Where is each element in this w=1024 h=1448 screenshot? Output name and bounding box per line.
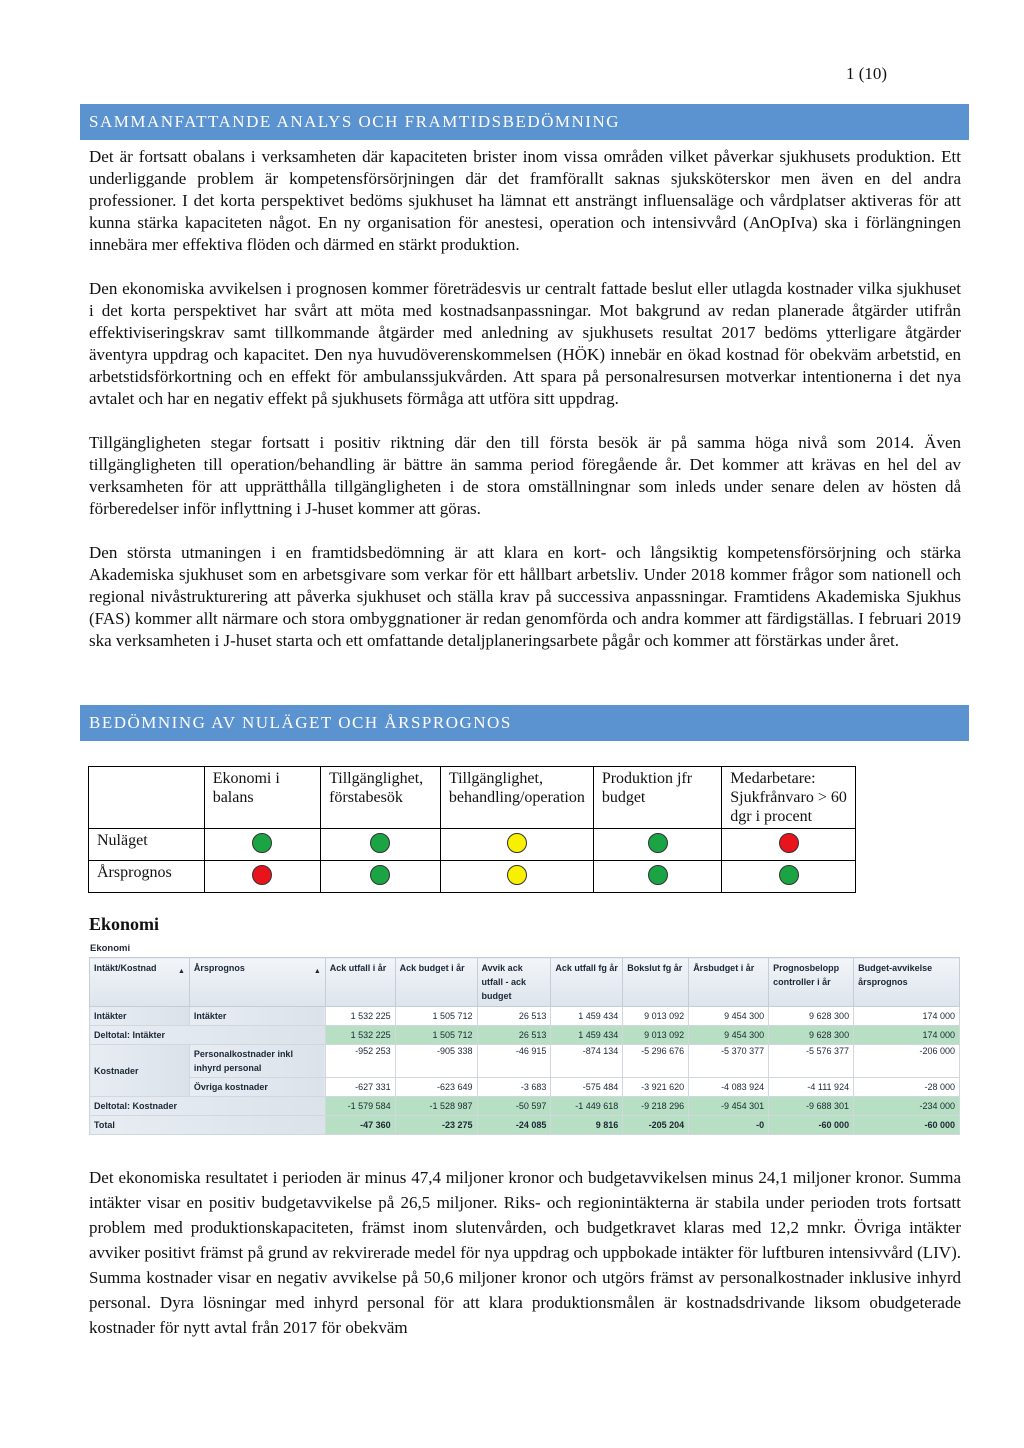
row-group-label: Total xyxy=(90,1116,326,1135)
column-header: Budget-avvikelse årsprognos xyxy=(854,958,960,1007)
status-column-header: Produktion jfr budget xyxy=(593,767,721,829)
cell: -874 134 xyxy=(551,1045,623,1078)
cell: -206 000 xyxy=(854,1045,960,1078)
status-column-header: Tillgänglighet, förstabesök xyxy=(321,767,441,829)
cell: -1 528 987 xyxy=(395,1097,477,1116)
cell: -5 370 377 xyxy=(689,1045,769,1078)
cell: 9 628 300 xyxy=(769,1007,854,1026)
cell: -627 331 xyxy=(325,1078,395,1097)
cell: -1 449 618 xyxy=(551,1097,623,1116)
status-row-nulaget xyxy=(89,829,856,861)
status-indicator-icon xyxy=(648,833,668,853)
row-group-label: Deltotal: Intäkter xyxy=(90,1026,326,1045)
cell: -3 921 620 xyxy=(623,1078,689,1097)
cell: -0 xyxy=(689,1116,769,1135)
cell: -9 218 296 xyxy=(623,1097,689,1116)
row-group-label: Kostnader xyxy=(90,1045,190,1097)
cell: 1 459 434 xyxy=(551,1007,623,1026)
status-indicator-icon xyxy=(779,865,799,885)
cell: -50 597 xyxy=(477,1097,551,1116)
status-indicator-icon xyxy=(370,833,390,853)
finance-table xyxy=(89,957,960,1135)
status-indicator-icon xyxy=(370,865,390,885)
table-row xyxy=(90,1045,960,1078)
cell: 9 454 300 xyxy=(689,1007,769,1026)
paragraph: Tillgängligheten stegar fortsatt i positiv riktning där den till första besök är på samma höga nivå som 2014. Även tillgängligheten till operation/behandling är bättre än samma period föregående år. Det kommer att krävas en hel del av verksamheten för att upprätthålla tillgängligheten i de stora omställningnar som inleds under senare delen av hösten då förberedelser inför inflyttning i J-huset kommer att göras. xyxy=(89,433,961,518)
cell: 1 532 225 xyxy=(325,1026,395,1045)
cell: -9 688 301 xyxy=(769,1097,854,1116)
table-row xyxy=(90,1078,960,1097)
status-corner xyxy=(89,767,205,829)
status-column-header: Medarbetare: Sjukfrånvaro > 60 dgr i procent xyxy=(722,767,856,829)
table-row xyxy=(90,1007,960,1026)
cell: 174 000 xyxy=(854,1026,960,1045)
status-indicator-icon xyxy=(252,833,272,853)
cell: 1 459 434 xyxy=(551,1026,623,1045)
finance-header-row xyxy=(90,958,960,1007)
cell: -4 111 924 xyxy=(769,1078,854,1097)
status-indicator-icon xyxy=(507,865,527,885)
cell: -5 576 377 xyxy=(769,1045,854,1078)
cell: -24 085 xyxy=(477,1116,551,1135)
cell: 1 505 712 xyxy=(395,1007,477,1026)
cell: 9 013 092 xyxy=(623,1007,689,1026)
cell: -234 000 xyxy=(854,1097,960,1116)
analysis-text xyxy=(89,146,961,652)
cell: 1 532 225 xyxy=(325,1007,395,1026)
section-title-analysis: SAMMANFATTANDE ANALYS OCH FRAMTIDSBEDÖMNING xyxy=(80,104,969,140)
cell: 174 000 xyxy=(854,1007,960,1026)
cell: -3 683 xyxy=(477,1078,551,1097)
status-row-label: Årsprognos xyxy=(89,861,205,893)
status-table xyxy=(88,766,856,893)
cell: -952 253 xyxy=(325,1045,395,1078)
section-title-assessment: BEDÖMNING AV NULÄGET OCH ÅRSPROGNOS xyxy=(80,705,969,741)
row-group-label: Intäkter xyxy=(90,1007,190,1026)
paragraph: Det är fortsatt obalans i verksamheten där kapaciteten brister inom vissa områden vilket påverkar sjukhusets produktion. Ett underliggande problem är kompetensförsörjningen där det framförallt saknas sjuksköterskor men även en del andra professioner. I det korta perspektivet bedöms sjukhuset ha lämnat ett ansträngt influensaläge och vårdplatser aktiveras för att kunna stärka kapaciteten något. En ny organisation för anestesi, operation och intensivvård (AnOpIva) ska i förlängningen innebära mer effektiva flöden och därmed en stärkt produktion. xyxy=(89,147,961,254)
cell: -9 454 301 xyxy=(689,1097,769,1116)
cell: 26 513 xyxy=(477,1026,551,1045)
row-sub-label: Övriga kostnader xyxy=(189,1078,325,1097)
finance-table-caption: Ekonomi xyxy=(90,943,131,954)
column-header: Ack budget i år xyxy=(395,958,477,1007)
closing-text xyxy=(89,1165,961,1340)
status-row-arsprognos xyxy=(89,861,856,893)
column-header: Bokslut fg år xyxy=(623,958,689,1007)
cell: -205 204 xyxy=(623,1116,689,1135)
paragraph: Den största utmaningen i en framtidsbedömning är att klara en kort- och långsiktig kompetensförsörjning och stärka Akademiska sjukhuset som en arbetsgivare som verkar för ett hållbart arbetsliv. Under 2018 kommer frågor som nationell och regional nivåstrukturering att påverka sjukhuset och ställa krav på successiva anpassningar. Framtidens Akademiska Sjukhus (FAS) kommer allt närmare och stora ombyggnationer är redan genomförda och andra kommer att färdigställas. I februari 2019 ska verksamheten i J-huset starta och ett omfattande detaljplaneringsarbete pågår och kommer att förstärkas under året. xyxy=(89,543,961,650)
status-column-header: Ekonomi i balans xyxy=(204,767,320,829)
cell: 9 454 300 xyxy=(689,1026,769,1045)
cell: -60 000 xyxy=(854,1116,960,1135)
row-sub-label: Intäkter xyxy=(189,1007,325,1026)
cell: -47 360 xyxy=(325,1116,395,1135)
table-row xyxy=(90,1097,960,1116)
sort-arrow-icon[interactable]: ▲ xyxy=(313,968,321,975)
cell: 9 816 xyxy=(551,1116,623,1135)
column-header: Ack utfall i år xyxy=(325,958,395,1007)
cell: -4 083 924 xyxy=(689,1078,769,1097)
status-indicator-icon xyxy=(252,865,272,885)
column-header-intakt-kostnad[interactable]: Intäkt/Kostnad ▲ xyxy=(90,958,190,1007)
column-header-arsprognos[interactable]: Årsprognos ▲ xyxy=(189,958,325,1007)
cell: -28 000 xyxy=(854,1078,960,1097)
row-sub-label: Personalkostnader inkl inhyrd personal xyxy=(189,1045,325,1078)
column-header: Ack utfall fg år xyxy=(551,958,623,1007)
status-indicator-icon xyxy=(507,833,527,853)
cell: -46 915 xyxy=(477,1045,551,1078)
paragraph: Det ekonomiska resultatet i perioden är minus 47,4 miljoner kronor och budgetavvikelsen minus 24,1 miljoner kronor. Summa intäkter visar en positiv budgetavvikelse på 26,5 miljoner. Riks- och regionintäkterna är stabila under perioden trots fortsatt problem med produktionskapaciteten, främst inom slutenvården, och budgetkravet klaras med 12,2 mnkr. Övriga intäkter avviker positivt främst på grund av rekvirerade medel för nya uppdrag och uppbokade intäkter för luftburen intensivvård (LIV). Summa kostnader visar en negativ avvikelse på 50,6 miljoner kronor och utgörs främst av personalkostnader inklusive inhyrd personal. Dyra lösningar med inhyrd personal för att klara produktionsmålen är kostnadsdrivande liksom obudgeterade kostnader för nytt avtal från 2017 för obekväm xyxy=(89,1168,961,1337)
table-row xyxy=(90,1026,960,1045)
page-number: 1 (10) xyxy=(846,64,888,83)
cell: -5 296 676 xyxy=(623,1045,689,1078)
cell: 9 628 300 xyxy=(769,1026,854,1045)
cell: 26 513 xyxy=(477,1007,551,1026)
column-header: Avvik ack utfall - ack budget xyxy=(477,958,551,1007)
cell: -575 484 xyxy=(551,1078,623,1097)
column-header: Prognosbelopp controller i år xyxy=(769,958,854,1007)
cell: -623 649 xyxy=(395,1078,477,1097)
status-row-label: Nuläget xyxy=(89,829,205,861)
cell: -905 338 xyxy=(395,1045,477,1078)
cell: -1 579 584 xyxy=(325,1097,395,1116)
cell: -23 275 xyxy=(395,1116,477,1135)
column-header: Årsbudget i år xyxy=(689,958,769,1007)
paragraph: Den ekonomiska avvikelsen i prognosen kommer företrädesvis ur centralt fattade beslut eller utlagda kostnader vilka sjukhuset i det korta perspektivet har svårt att möta med kostnadsanpassningar. Mot bakgrund av redan planerade åtgärder utifrån effektiviseringskrav samt tillkommande åtgärder med anledning av sjukhusets resultat 2017 bedöms ytterligare åtgärder äventyra uppdrag och kapacitet. Den nya huvudöverenskommelsen (HÖK) innebär en ökad kostnad för obekväm arbetstid, en arbetstidsförkortning och en effekt för ambulanssjukvården. Att spara på personalresursen motverkar intentionerna i det nya avtalet och har en negativ effekt på sjukhusets förmåga att utföra sitt uppdrag. xyxy=(89,279,961,408)
cell: 1 505 712 xyxy=(395,1026,477,1045)
row-group-label: Deltotal: Kostnader xyxy=(90,1097,326,1116)
cell: -60 000 xyxy=(769,1116,854,1135)
ekonomi-heading: Ekonomi xyxy=(89,914,160,934)
status-indicator-icon xyxy=(779,833,799,853)
table-row-total xyxy=(90,1116,960,1135)
cell: 9 013 092 xyxy=(623,1026,689,1045)
status-indicator-icon xyxy=(648,865,668,885)
status-column-header: Tillgänglighet, behandling/operation xyxy=(440,767,593,829)
sort-arrow-icon[interactable]: ▲ xyxy=(177,968,185,975)
